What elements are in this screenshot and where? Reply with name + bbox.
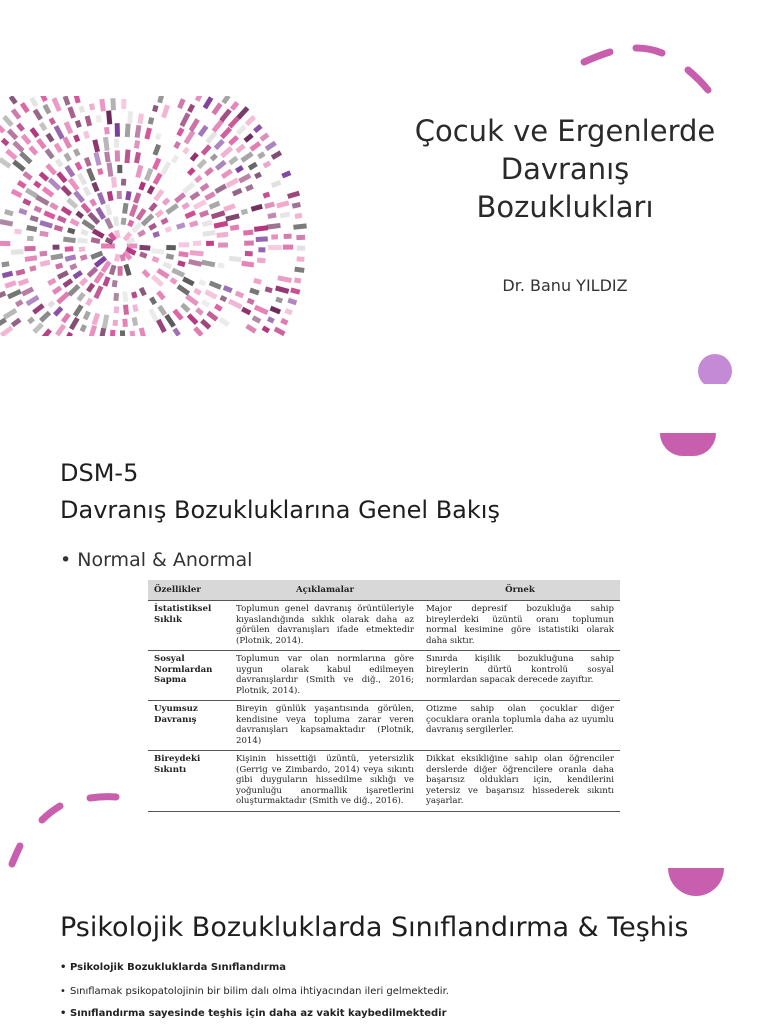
row-description: Kişinin hissettiği üzüntü, yetersizlik (Gerrig ve Zimbardo, 2014) veya sıkıntı gibi duyguların hissedilme sıklığı ve yoğunluğu anormallik işaretlerini oluşturmaktadır (Smith ve diğ., 2016). xyxy=(230,751,420,812)
dsm-subheading: Davranış Bozukluklarına Genel Bakış xyxy=(60,496,500,524)
pink-half-circle-icon xyxy=(668,868,724,896)
classification-bullet: • Sınıflamak psikopatolojinin bir bilim dalı olma ihtiyacından ileri gelmektedir. xyxy=(60,986,449,997)
pink-arc-dash-icon xyxy=(584,52,610,62)
pink-arc-dash-icon xyxy=(12,846,20,864)
dsm-heading: DSM-5 xyxy=(60,459,139,487)
pink-arc-dash-icon xyxy=(90,797,116,798)
row-description: Bireyin günlük yaşantısında görülen, kendisine veya topluma zarar veren davranışları kapsamaktadır (Plotnik, 2014) xyxy=(230,701,420,751)
title-line-3: Bozuklukları xyxy=(476,190,654,224)
title-line-1: Çocuk ve Ergenlerde xyxy=(414,114,716,148)
classification-bullet: • Sınıflandırma sayesinde teşhis için daha az vakit kaybedilmektedir xyxy=(60,1008,447,1019)
row-feature: Uyumsuz Davranış xyxy=(148,701,230,751)
classification-heading: Psikolojik Bozukluklarda Sınıflandırma & Teşhis xyxy=(60,912,689,943)
header-features: Özellikler xyxy=(148,580,230,601)
pink-arc-dash-icon xyxy=(636,48,662,53)
pink-arc-dash-icon xyxy=(688,70,708,90)
title-line-2: Davranış xyxy=(500,152,630,186)
row-feature: Bireydeki Sıkıntı xyxy=(148,751,230,812)
row-example: Sınırda kişilik bozukluğuna sahip bireylerin dürtü kontrolü sosyal normlardan sapacak derecede zayıftır. xyxy=(420,651,620,701)
row-example: Otizme sahip olan çocuklar diğer çocuklara oranla toplumla daha az uyumlu davranış sergilerler. xyxy=(420,701,620,751)
row-feature: İstatistiksel Sıklık xyxy=(148,601,230,651)
header-example: Örnek xyxy=(420,580,620,601)
author-name: Dr. Banu YILDIZ xyxy=(502,276,628,295)
row-description: Toplumun var olan normlarına göre uygun olarak kabul edilmeyen davranışlardır (Smith ve diğ., 2016; Plotnik, 2014). xyxy=(230,651,420,701)
row-example: Major depresif bozukluğa sahip bireylerdeki üzüntü oranı toplumun normal kesimine göre istatistiki olarak daha sıktır. xyxy=(420,601,620,651)
row-feature: Sosyal Normlardan Sapma xyxy=(148,651,230,701)
row-description: Toplumun genel davranış örüntüleriyle kıyaslandığında sıklık olarak daha az görülen davranışları ifade etmektedir (Plotnik, 2014). xyxy=(230,601,420,651)
normal-abnormal-bullet: • Normal & Anormal xyxy=(60,549,253,571)
row-example: Dikkat eksikliğine sahip olan öğrenciler derslerde diğer öğrencilere oranla daha başarısız oldukları için, kendilerini yetersiz ve başarısız hissederek sıkıntı yaşarlar. xyxy=(420,751,620,812)
classification-bullet: • Psikolojik Bozukluklarda Sınıflandırma xyxy=(60,962,286,973)
header-descriptions: Açıklamalar xyxy=(230,580,420,601)
pink-arc-dash-icon xyxy=(42,806,60,820)
